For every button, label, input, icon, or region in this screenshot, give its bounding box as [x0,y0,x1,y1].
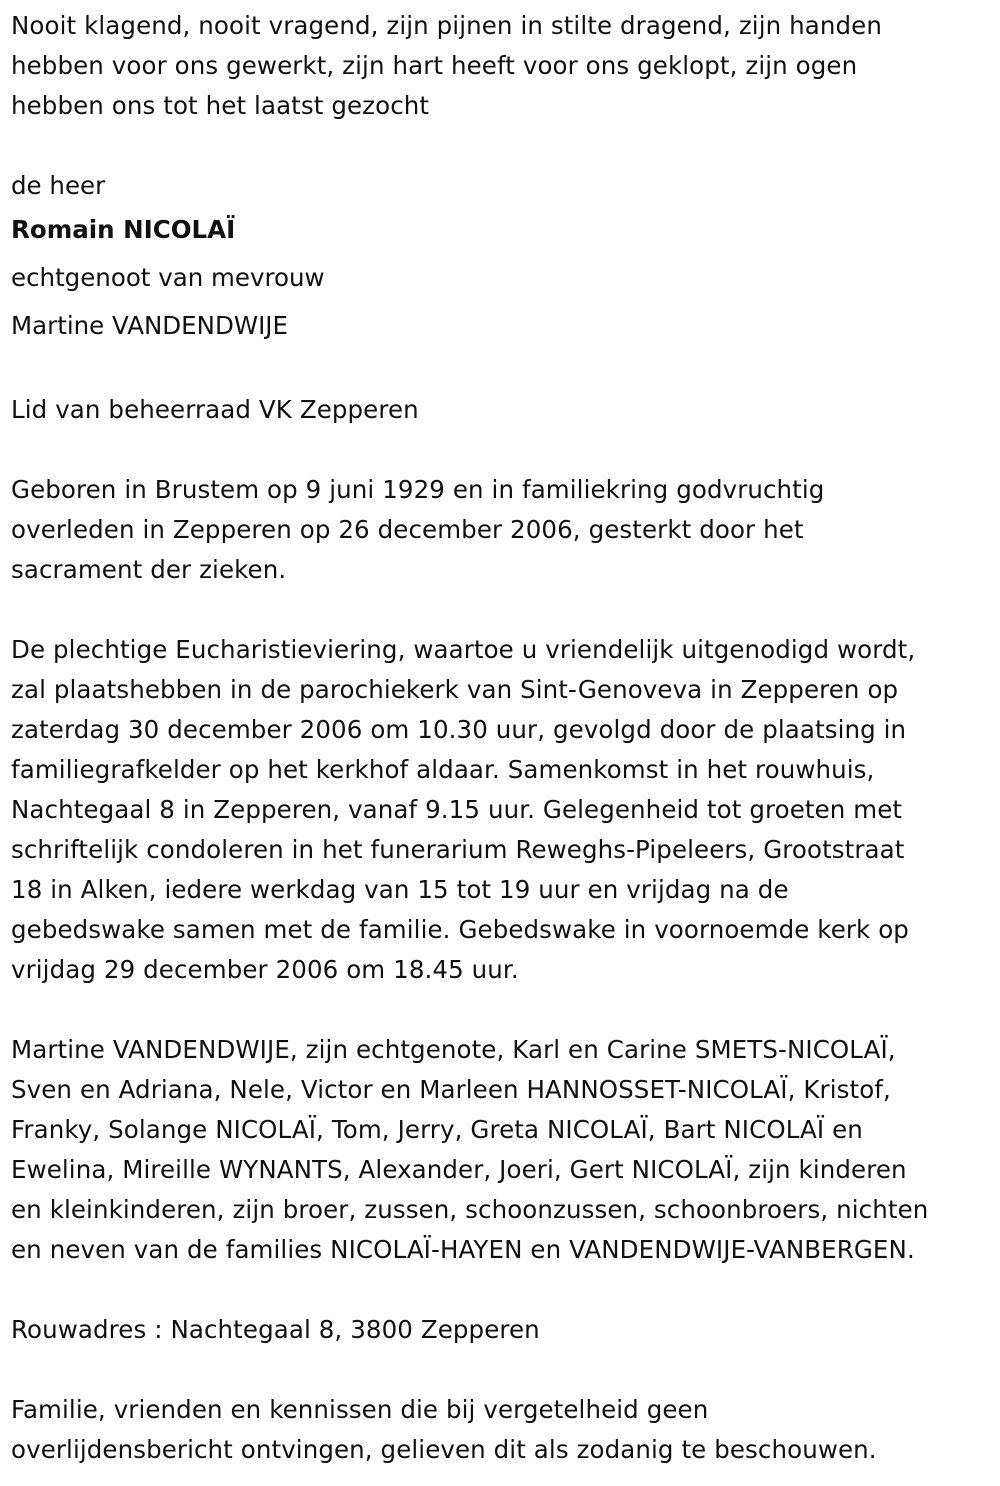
family-line: Ewelina, Mireille WYNANTS, Alexander, Joeri, Gert NICOLAÏ, zijn kinderen [11,1155,907,1184]
family-line: Martine VANDENDWIJE, zijn echtgenote, Karl en Carine SMETS-NICOLAÏ, [11,1035,896,1064]
family-line: en neven van de families NICOLAÏ-HAYEN en VANDENDWIJE-VANBERGEN. [11,1235,915,1264]
ceremony-paragraph [11,630,991,990]
spacer [11,1350,991,1390]
ceremony-line: gebedswake samen met de familie. Gebedswake in voornoemde kerk op [11,915,909,944]
ceremony-line: zal plaatshebben in de parochiekerk van Sint-Genoveva in Zepperen op [11,675,899,704]
ceremony-line: vrijdag 29 december 2006 om 18.45 uur. [11,955,519,984]
poem-line: Nooit klagend, nooit vragend, zijn pijnen in stilte dragend, zijn handen [11,11,882,40]
birth-death-line: sacrament der zieken. [11,555,287,584]
closing-paragraph [11,1390,991,1470]
ceremony-line: zaterdag 30 december 2006 om 10.30 uur, gevolgd door de plaatsing in [11,715,907,744]
ceremony-line: familiegrafkelder op het kerkhof aldaar. Samenkomst in het rouwhuis, [11,755,875,784]
birth-death-line: Geboren in Brustem op 9 juni 1929 en in familiekring godvruchtig [11,475,825,504]
poem-paragraph [11,6,991,126]
family-line: Sven en Adriana, Nele, Victor en Marleen HANNOSSET-NICOLAÏ, Kristof, [11,1075,891,1104]
spacer [11,430,991,470]
closing-line: Familie, vrienden en kennissen die bij vergetelheid geen [11,1395,709,1424]
family-line: Franky, Solange NICOLAÏ, Tom, Jerry, Greta NICOLAÏ, Bart NICOLAÏ en [11,1115,863,1144]
spouse-name: Martine VANDENDWIJE [11,311,289,340]
ceremony-line: schriftelijk condoleren in het funerarium Reweghs-Pipeleers, Grootstraat [11,835,905,864]
spacer [11,1270,991,1310]
deceased-name: Romain NICOLAÏ [11,215,236,244]
closing-line: overlijdensbericht ontvingen, gelieven dit als zodanig te beschouwen. [11,1435,877,1464]
ceremony-line: De plechtige Eucharistieviering, waartoe u vriendelijk uitgenodigd wordt, [11,635,916,664]
ceremony-line: Nachtegaal 8 in Zepperen, vanaf 9.15 uur. Gelegenheid tot groeten met [11,795,903,824]
poem-line: hebben voor ons gewerkt, zijn hart heeft voor ons geklopt, zijn ogen [11,51,858,80]
title-prefix: de heer [11,171,106,200]
family-paragraph [11,1030,991,1270]
birth-death-line: overleden in Zepperen op 26 december 2006, gesterkt door het [11,515,804,544]
spacer [11,990,991,1030]
mourning-address: Rouwadres : Nachtegaal 8, 3800 Zepperen [11,1315,540,1344]
family-line: en kleinkinderen, zijn broer, zussen, schoonzussen, schoonbroers, nichten [11,1195,929,1224]
spacer [11,350,991,390]
spouse-relation: echtgenoot van mevrouw [11,263,325,292]
poem-line: hebben ons tot het laatst gezocht [11,91,430,120]
membership: Lid van beheerraad VK Zepperen [11,395,419,424]
obituary-document [11,6,991,1470]
spacer [11,590,991,630]
birth-death-paragraph [11,470,991,590]
ceremony-line: 18 in Alken, iedere werkdag van 15 tot 19 uur en vrijdag na de [11,875,789,904]
